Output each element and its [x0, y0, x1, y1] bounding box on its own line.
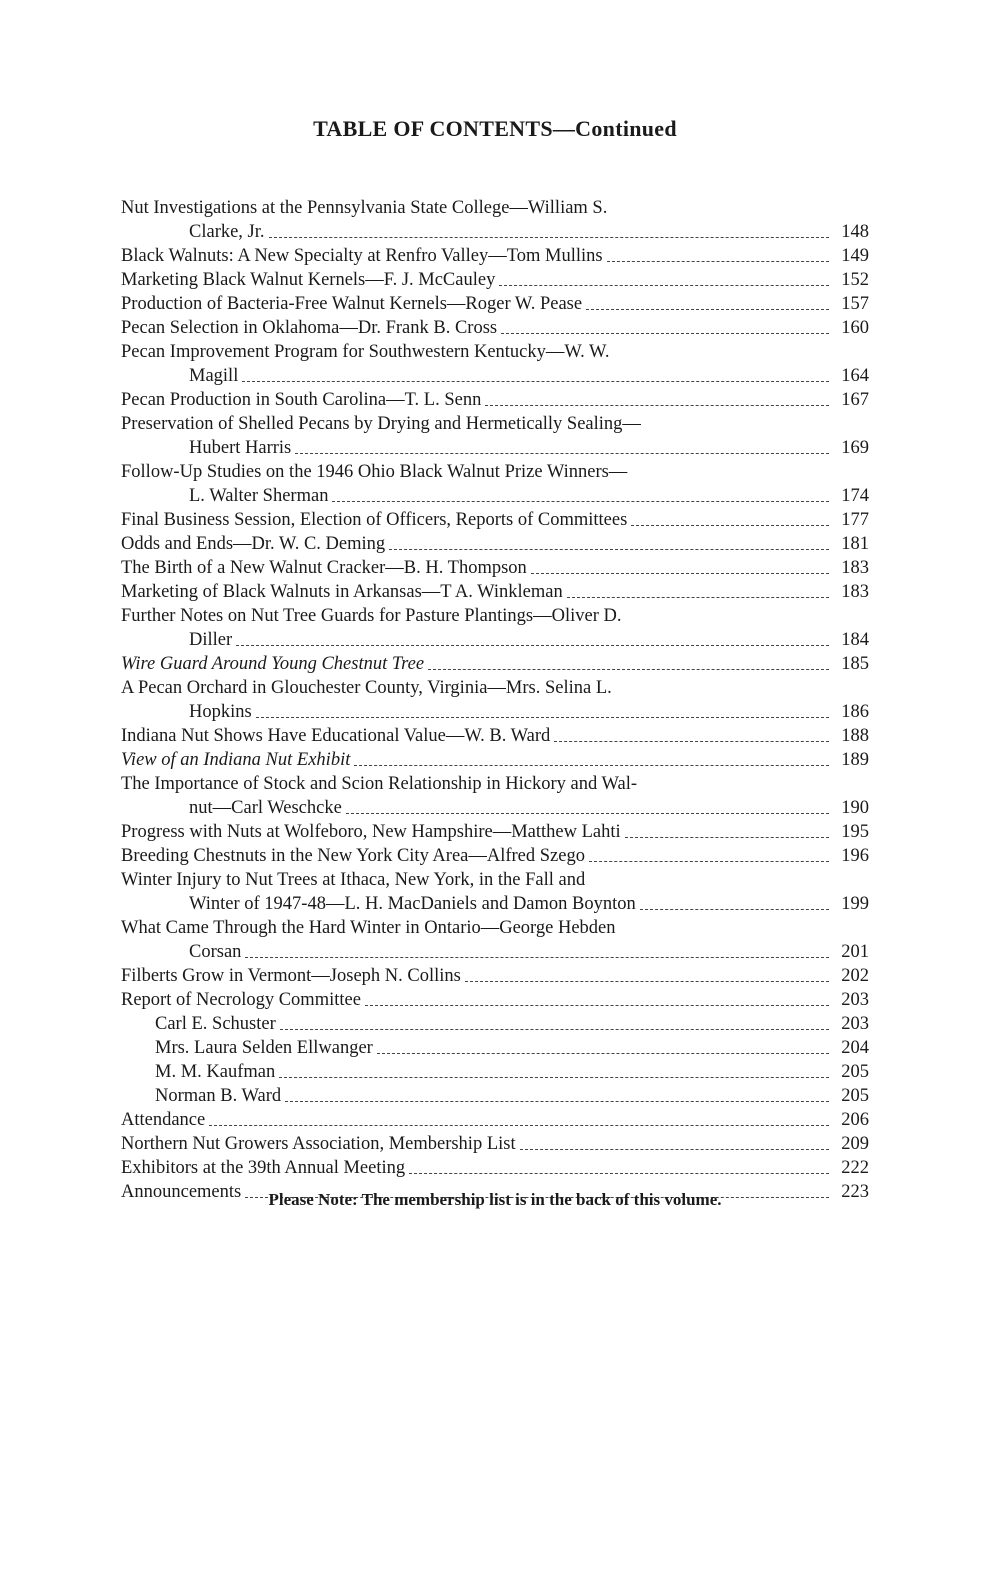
toc-page-number: 160: [841, 318, 869, 338]
toc-entry-title: Indiana Nut Shows Have Educational Value—W. B. Ward: [121, 726, 551, 746]
dot-leader: [428, 669, 829, 670]
toc-entry-title: Marketing Black Walnut Kernels—F. J. McCauley: [121, 270, 496, 290]
toc-page-number: 177: [841, 510, 869, 530]
toc-page-number: 174: [841, 486, 869, 506]
toc-entry-title: Pecan Improvement Program for Southwestern Kentucky—W. W.: [121, 342, 610, 362]
toc-page-number: 181: [841, 534, 869, 554]
dot-leader: [640, 909, 829, 910]
toc-entry: [121, 1036, 869, 1060]
toc-entry: [121, 196, 869, 244]
dot-leader: [531, 573, 829, 574]
dot-leader: [499, 285, 829, 286]
toc-entry: [121, 1156, 869, 1180]
toc-page-number: 206: [841, 1110, 869, 1130]
dot-leader: [377, 1053, 829, 1054]
toc-entry-title: Mrs. Laura Selden Ellwanger: [155, 1038, 373, 1058]
dot-leader: [236, 645, 829, 646]
dot-leader: [501, 333, 829, 334]
dot-leader: [567, 597, 829, 598]
toc-page-number: 152: [841, 270, 869, 290]
dot-leader: [625, 837, 829, 838]
toc-entry-title: Further Notes on Nut Tree Guards for Pasture Plantings—Oliver D.: [121, 606, 622, 626]
dot-leader: [485, 405, 829, 406]
dot-leader: [209, 1125, 829, 1126]
dot-leader: [295, 453, 829, 454]
toc-page-number: 195: [841, 822, 869, 842]
toc-entry: [121, 1084, 869, 1108]
toc-entry: [121, 964, 869, 988]
toc-entry-continuation: nut—Carl Weschcke: [189, 798, 342, 818]
toc-entry-title: Wire Guard Around Young Chestnut Tree: [121, 654, 425, 674]
toc-page-number: 169: [841, 438, 869, 458]
toc-entry: [121, 340, 869, 388]
toc-page-number: 183: [841, 582, 869, 602]
toc-entry: [121, 1132, 869, 1156]
toc-entry-title: Attendance: [121, 1110, 206, 1130]
toc-entry-title: Announcements: [121, 1182, 242, 1202]
dot-leader: [389, 549, 829, 550]
toc-entry-title: A Pecan Orchard in Glouchester County, Virginia—Mrs. Selina L.: [121, 678, 612, 698]
toc-entry-title: View of an Indiana Nut Exhibit: [121, 750, 351, 770]
toc-entry-title: Carl E. Schuster: [155, 1014, 276, 1034]
toc-entry: [121, 580, 869, 604]
toc-entry-title: Production of Bacteria-Free Walnut Kernels—Roger W. Pease: [121, 294, 583, 314]
toc-entry-title: Breeding Chestnuts in the New York City Area—Alfred Szego: [121, 846, 585, 866]
toc-entry: [121, 988, 869, 1012]
toc-page-number: 223: [841, 1182, 869, 1202]
toc-entry: [121, 388, 869, 412]
toc-page-number: 209: [841, 1134, 869, 1154]
dot-leader: [554, 741, 829, 742]
toc-entry: [121, 772, 869, 820]
toc-entry-title: Final Business Session, Election of Officers, Reports of Committees: [121, 510, 628, 530]
toc-entry: [121, 1060, 869, 1084]
dot-leader: [589, 861, 829, 862]
toc-entry: [121, 316, 869, 340]
dot-leader: [242, 381, 829, 382]
toc-entry: [121, 820, 869, 844]
toc-page-number: 157: [841, 294, 869, 314]
toc-page-number: 164: [841, 366, 869, 386]
toc-page-number: 186: [841, 702, 869, 722]
toc-entry-title: Black Walnuts: A New Specialty at Renfro Valley—Tom Mullins: [121, 246, 603, 266]
toc-page-number: 188: [841, 726, 869, 746]
toc-entry: [121, 532, 869, 556]
toc-page-number: 189: [841, 750, 869, 770]
toc-entry: [121, 604, 869, 652]
table-of-contents: [121, 196, 869, 1204]
toc-entry: [121, 1012, 869, 1036]
toc-page-number: 205: [841, 1062, 869, 1082]
toc-entry-title: M. M. Kaufman: [155, 1062, 276, 1082]
toc-page-number: 190: [841, 798, 869, 818]
toc-page-number: 222: [841, 1158, 869, 1178]
toc-entry-title: Exhibitors at the 39th Annual Meeting: [121, 1158, 406, 1178]
toc-page-number: 203: [841, 990, 869, 1010]
toc-page-number: 202: [841, 966, 869, 986]
toc-entry-title: Report of Necrology Committee: [121, 990, 361, 1010]
toc-entry: [121, 868, 869, 916]
toc-entry-continuation: Hubert Harris: [189, 438, 292, 458]
toc-page-number: 203: [841, 1014, 869, 1034]
dot-leader: [332, 501, 829, 502]
toc-entry: [121, 556, 869, 580]
dot-leader: [365, 1005, 829, 1006]
toc-entry-continuation: Clarke, Jr.: [189, 222, 265, 242]
toc-entry: [121, 292, 869, 316]
toc-entry-title: Marketing of Black Walnuts in Arkansas—T A. Winkleman: [121, 582, 563, 602]
toc-page-number: 167: [841, 390, 869, 410]
toc-entry: [121, 652, 869, 676]
toc-entry-title: Winter Injury to Nut Trees at Ithaca, New York, in the Fall and: [121, 870, 586, 890]
toc-entry-title: Filberts Grow in Vermont—Joseph N. Collins: [121, 966, 461, 986]
toc-page-number: 199: [841, 894, 869, 914]
dot-leader: [409, 1173, 829, 1174]
toc-entry-continuation: Hopkins: [189, 702, 252, 722]
toc-entry-continuation: L. Walter Sherman: [189, 486, 329, 506]
toc-page-number: 205: [841, 1086, 869, 1106]
toc-page-number: 204: [841, 1038, 869, 1058]
toc-entry-continuation: Winter of 1947-48—L. H. MacDaniels and Damon Boynton: [189, 894, 636, 914]
toc-entry: [121, 1108, 869, 1132]
toc-entry: [121, 676, 869, 724]
toc-entry: [121, 460, 869, 508]
membership-note: Please Note: The membership list is in the back of this volume.: [268, 1190, 722, 1209]
toc-entry: [121, 508, 869, 532]
toc-entry-title: Progress with Nuts at Wolfeboro, New Hampshire—Matthew Lahti: [121, 822, 621, 842]
toc-page-number: 183: [841, 558, 869, 578]
toc-entry-title: Norman B. Ward: [155, 1086, 282, 1106]
toc-page-number: 148: [841, 222, 869, 242]
dot-leader: [279, 1077, 829, 1078]
dot-leader: [285, 1101, 829, 1102]
dot-leader: [280, 1029, 829, 1030]
toc-page-number: 149: [841, 246, 869, 266]
dot-leader: [465, 981, 829, 982]
dot-leader: [346, 813, 829, 814]
toc-entry: [121, 748, 869, 772]
toc-entry-title: The Birth of a New Walnut Cracker—B. H. Thompson: [121, 558, 527, 578]
toc-page-number: 201: [841, 942, 869, 962]
toc-entry-title: Nut Investigations at the Pennsylvania State College—William S.: [121, 198, 608, 218]
toc-page-number: 184: [841, 630, 869, 650]
toc-entry-title: The Importance of Stock and Scion Relationship in Hickory and Wal-: [121, 774, 638, 794]
toc-entry-title: Preservation of Shelled Pecans by Drying and Hermetically Sealing—: [121, 414, 641, 434]
toc-entry: [121, 244, 869, 268]
toc-page-number: 196: [841, 846, 869, 866]
toc-entry-title: Northern Nut Growers Association, Membership List: [121, 1134, 516, 1154]
toc-entry-title: Odds and Ends—Dr. W. C. Deming: [121, 534, 386, 554]
dot-leader: [354, 765, 829, 766]
toc-entry: [121, 268, 869, 292]
toc-entry-continuation: Magill: [189, 366, 239, 386]
toc-entry-title: Pecan Selection in Oklahoma—Dr. Frank B. Cross: [121, 318, 498, 338]
dot-leader: [245, 957, 829, 958]
toc-entry-continuation: Diller: [189, 630, 233, 650]
toc-entry-title: Pecan Production in South Carolina—T. L. Senn: [121, 390, 482, 410]
toc-entry: [121, 916, 869, 964]
dot-leader: [269, 237, 829, 238]
dot-leader: [520, 1149, 829, 1150]
dot-leader: [256, 717, 829, 718]
page-title: TABLE OF CONTENTS—Continued: [313, 116, 677, 141]
toc-entry: [121, 844, 869, 868]
toc-entry: [121, 412, 869, 460]
dot-leader: [586, 309, 829, 310]
toc-entry-title: What Came Through the Hard Winter in Ontario—George Hebden: [121, 918, 616, 938]
toc-entry: [121, 724, 869, 748]
dot-leader: [607, 261, 829, 262]
dot-leader: [631, 525, 829, 526]
toc-page-number: 185: [841, 654, 869, 674]
toc-entry-continuation: Corsan: [189, 942, 242, 962]
toc-entry-title: Follow-Up Studies on the 1946 Ohio Black Walnut Prize Winners—: [121, 462, 628, 482]
